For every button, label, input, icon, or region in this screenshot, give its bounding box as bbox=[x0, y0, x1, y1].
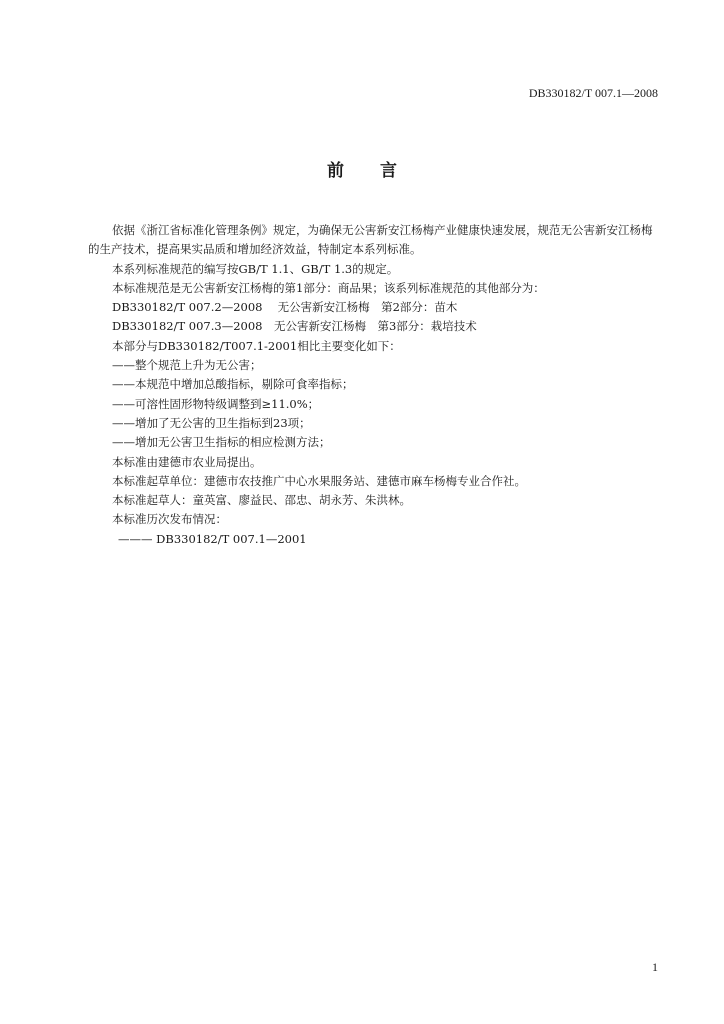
foreword-body bbox=[88, 221, 658, 549]
paragraph-changes-intro: 本部分与DB330182/T007.1-2001相比主要变化如下： bbox=[112, 338, 401, 353]
list-item: ——可溶性固形物特级调整到≥11.0%； bbox=[112, 396, 320, 411]
paragraph-purpose: 依据《浙江省标准化管理条例》规定，为确保无公害新安江杨梅产业健康快速发展，规范无公害新安江杨梅的生产技术，提高果实品质和增加经济效益，特制定本系列标准。 bbox=[88, 223, 653, 257]
paragraph-proposer: 本标准由建德市农业局提出。 bbox=[112, 454, 262, 469]
paragraph-history-intro: 本标准历次发布情况： bbox=[112, 512, 227, 527]
paragraph-part2: DB330182/T 007.2—2008 无公害新安江杨梅 第2部分：苗木 bbox=[112, 300, 458, 315]
paragraph-drafters: 本标准起草人：童英富、廖益民、邵忠、胡永芳、朱洪林。 bbox=[112, 493, 411, 508]
paragraph-part-intro: 本标准规范是无公害新安江杨梅的第1部分：商品果；该系列标准规范的其他部分为： bbox=[112, 280, 545, 295]
list-item: ——增加了无公害的卫生指标到23项； bbox=[112, 415, 311, 430]
list-item: ——增加无公害卫生指标的相应检测方法； bbox=[112, 435, 331, 450]
page-title: 前言 bbox=[327, 161, 433, 181]
document-code: DB330182/T 007.1—2008 bbox=[528, 86, 658, 100]
paragraph-drafting-units: 本标准起草单位：建德市农技推广中心水果服务站、建德市麻车杨梅专业合作社。 bbox=[112, 473, 526, 488]
paragraph-part3: DB330182/T 007.3—2008 无公害新安江杨梅 第3部分：栽培技术 bbox=[112, 319, 477, 334]
page-number: 1 bbox=[652, 960, 658, 974]
history-item: ——— DB330182/T 007.1—2001 bbox=[118, 531, 307, 546]
list-item: ——本规范中增加总酸指标，剔除可食率指标； bbox=[112, 377, 354, 392]
paragraph-drafting-rules: 本系列标准规范的编写按GB/T 1.1、GB/T 1.3的规定。 bbox=[112, 261, 399, 276]
list-item: ——整个规范上升为无公害； bbox=[112, 358, 262, 373]
